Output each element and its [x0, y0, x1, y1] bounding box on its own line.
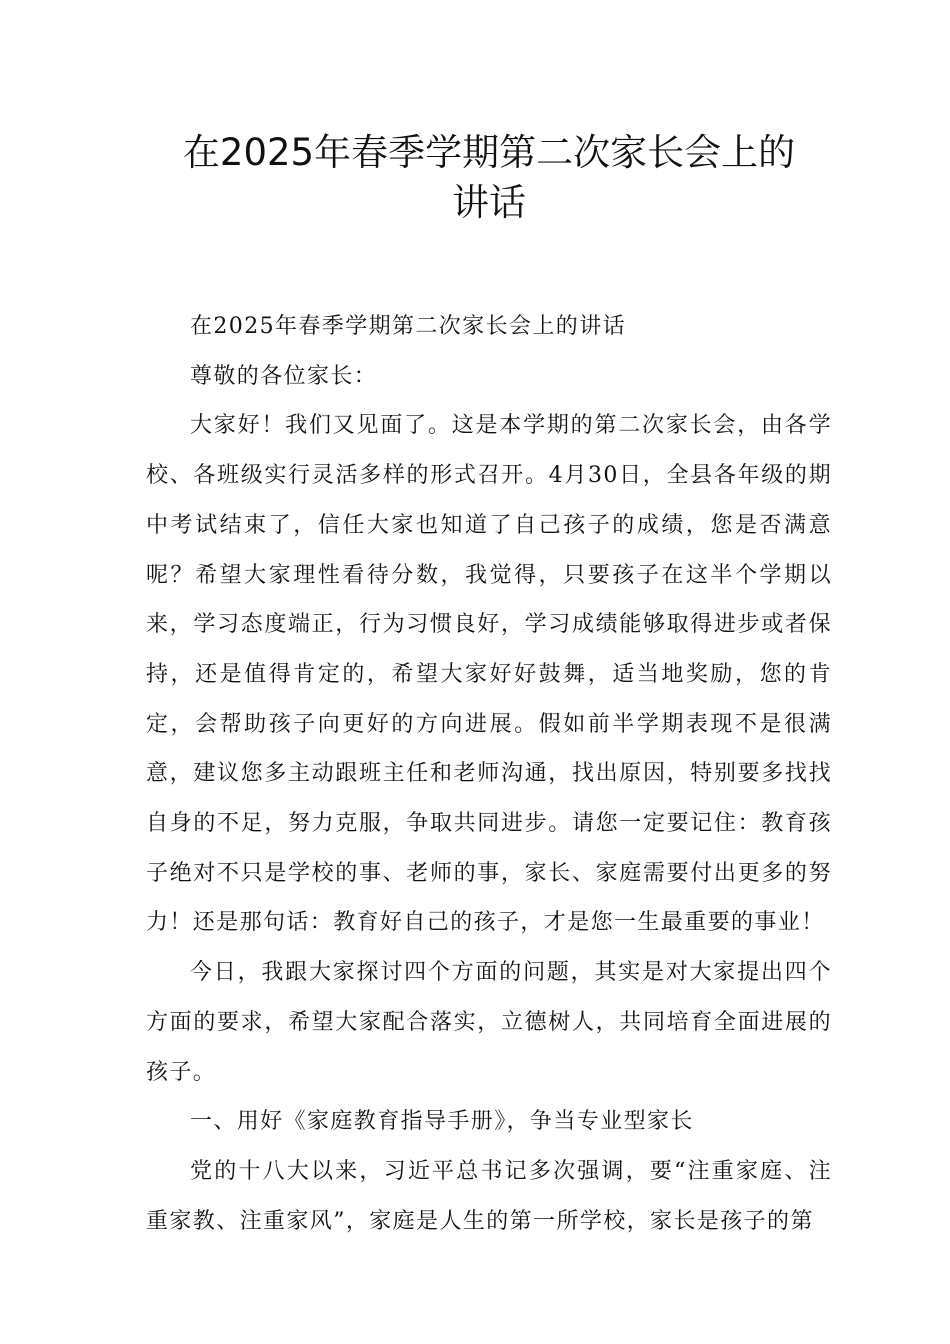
paragraph-heading: 在2025年春季学期第二次家长会上的讲话 — [190, 314, 626, 339]
title-line-1: 在2025年春季学期第二次家长会上的 — [182, 131, 796, 174]
document-title — [146, 128, 832, 228]
document-body — [146, 302, 832, 1246]
paragraph-section-1: 党的十八大以来，习近平总书记多次强调，要“注重家庭、注重家教、注重家风”，家庭是人生的第一所学校，家长是孩子的第 — [146, 1158, 832, 1234]
section-heading-1: 一、用好《家庭教育指导手册》，争当专业型家长 — [190, 1109, 694, 1135]
paragraph-greeting: 大家好！我们又见面了。这是本学期的第二次家长会，由各学校、各班级实行灵活多样的形式召开。4月30日，全县各年级的期中考试结束了，信任大家也知道了自己孩子的成绩，您是否满意呢？希望大家理性看待分数，我觉得，只要孩子在这半个学期以来，学习态度端正，行为习惯良好，学习成绩能够取得进步或者保持，还是值得肯定的，希望大家好好鼓舞，适当地奖励，您的肯定，会帮助孩子向更好的方向进展。假如前半学期表现不是很满意，建议您多主动跟班主任和老师沟通，找出原因，特别要多找找自身的不足，努力克服，争取共同进步。请您一定要记住：教育孩子绝对不只是学校的事、老师的事，家长、家庭需要付出更多的努力！还是那句话：教育好自己的孩子，才是您一生最重要的事业！ — [146, 413, 832, 936]
paragraph-salutation: 尊敬的各位家长： — [190, 363, 378, 389]
title-line-2: 讲话 — [452, 181, 526, 224]
paragraph-topics: 今日，我跟大家探讨四个方面的问题，其实是对大家提出四个方面的要求，希望大家配合落实，立德树人，共同培育全面进展的孩子。 — [146, 960, 832, 1085]
